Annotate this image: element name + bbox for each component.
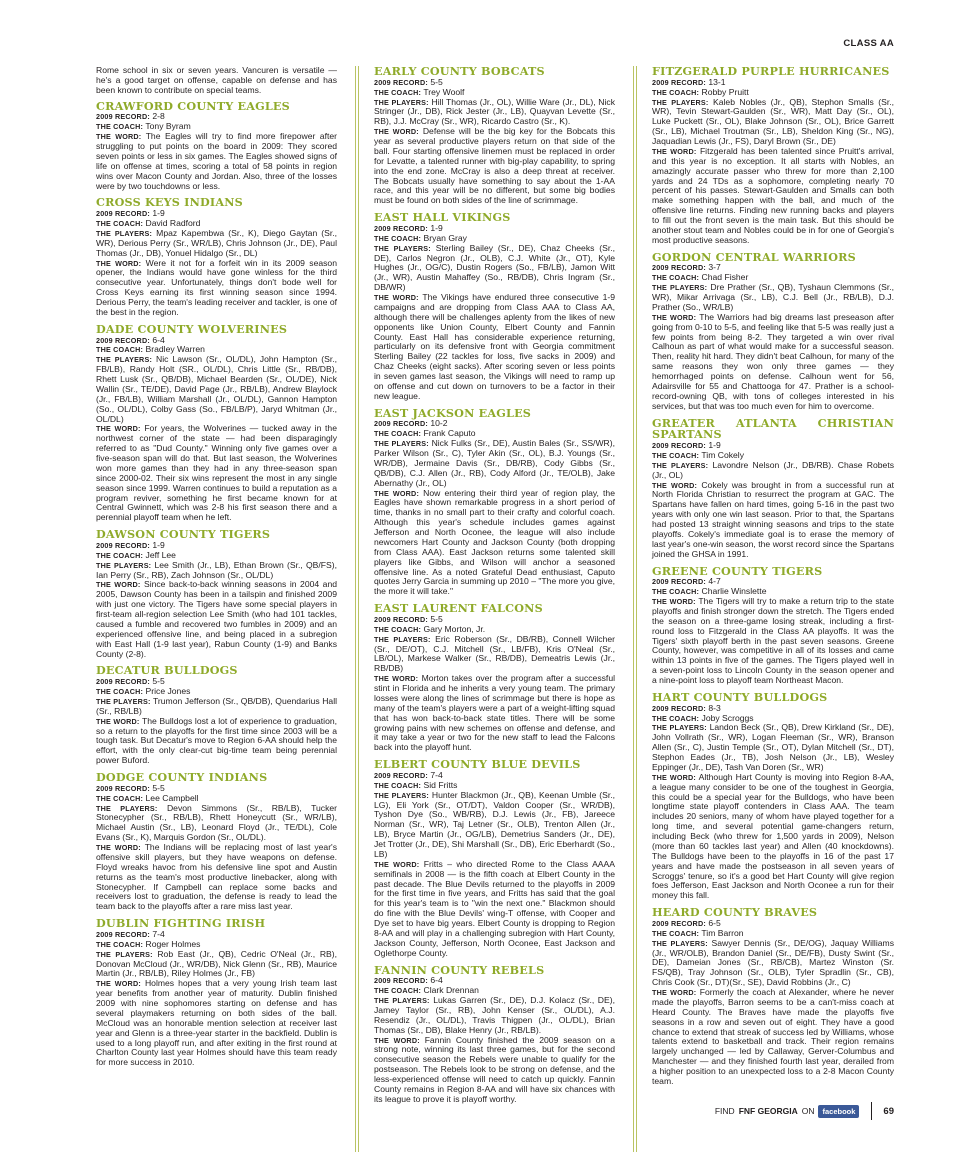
- record-line: [374, 224, 615, 234]
- players-line: [652, 461, 894, 481]
- team-entry: [374, 405, 616, 598]
- coach-value: Charlie Winslette: [701, 586, 767, 597]
- record-value: 5-5: [152, 676, 165, 687]
- record-value: 1-9: [152, 539, 165, 550]
- record-label: 2009 RECORD:: [96, 112, 150, 122]
- team-name: EAST HALL VIKINGS: [374, 210, 511, 225]
- word-value: Fitzgerald has been talented since Pruitt's arrival, and this year is no exception. It all starts with Nobles, an amazingly accurate passer who threw for more than 2,100 yards and 24 TDs as a sophomore, completing nearly 70 percent of his passes. Stewart-Gaulden and Smalls can both make something happen with the ball, and much of the offensive line returns. Finding new running backs and players to fill out the front seven is the main task. But this should be another stout team and Nobles could be in for one of Georgia's most productive seasons.: [652, 145, 895, 245]
- team-entry: [96, 665, 337, 766]
- players-value: Kaleb Nobles (Jr., QB), Stephon Smalls (Sr., WR), Tevin Stewart-Gaulden (Sr., WR), Matt Day (Sr., OL), Luke Puckett (Sr., OL), Blake Johnson (Sr., OL), Brice Garrett (Sr., LB), Michael Troutman (Sr., LB), Sheldon King (Sr., NG), Jaquadian Lewis (Jr., FS), Daryl Brown (Sr., DE): [652, 96, 895, 146]
- team-name: DUBLIN FIGHTING IRISH: [96, 916, 266, 931]
- intro-paragraph: Rome school in six or seven years. Vancuren is versatile — he's a good target on offense, capable on defense and has been known to contribute on special teams.: [96, 65, 337, 95]
- record-line: [652, 441, 894, 451]
- players-line: [96, 229, 337, 259]
- coach-label: THE COACH:: [96, 793, 144, 803]
- record-label: 2009 RECORD:: [652, 263, 706, 273]
- word-value: Since back-to-back winning seasons in 2004 and 2005, Dawson County has been in a tailspin and finished 2009 with just one victory. The Tigers have some special players in first-team all-region selection Lee Smith (who had 101 tackles, caused a fumble and recovered two fumbles in 2009) and an experienced offensive line, and being placed in a subregion with East Hall (1-9 last year), Rabun County (1-9) and Banks County (2-8).: [96, 579, 337, 659]
- coach-label: THE COACH:: [374, 233, 422, 243]
- coach-value: Jeff Lee: [145, 549, 176, 560]
- word-line: [374, 1036, 615, 1105]
- column-1: [96, 66, 337, 1074]
- team-entry: [96, 197, 337, 317]
- players-label: THE PLAYERS:: [96, 228, 153, 238]
- players-label: THE PLAYERS:: [374, 790, 429, 800]
- coach-label: THE COACH:: [652, 587, 700, 597]
- record-label: 2009 RECORD:: [374, 976, 428, 986]
- team-name: EAST LAURENT FALCONS: [374, 601, 543, 616]
- team-name: FITZGERALD PURPLE HURRICANES: [652, 64, 890, 78]
- word-label: THE WORD:: [96, 716, 140, 726]
- section-label: CLASS AA: [843, 38, 894, 49]
- coach-label: THE COACH:: [96, 219, 144, 228]
- players-label: THE PLAYERS:: [96, 803, 158, 813]
- word-value: The Tigers will try to make a return trip to the state playoffs and finish stronger down the stretch. The Tigers ended the season on a three-game losing streak, including a first-round loss to Fitzgerald in the Class AA playoffs. It was the Tigers' sixth playoff berth in the past seven seasons. Greene County, however, was competitive in all of its losses and came within 13 points in five of the games. The Tigers played well in a seven-point loss to Lincoln County in the season opener and a nine-point loss to playoff team Northeast Macon.: [652, 596, 895, 685]
- team-name: HEARD COUNTY BRAVES: [652, 905, 818, 920]
- word-label: THE WORD:: [652, 312, 697, 322]
- players-value: Nick Fulks (Sr., DE), Austin Bales (Sr., SS/WR), Parker Wilson (Sr., C), Tyler Akin (Sr., OL), B.J. Youngs (Sr., WR/DB), Jermaine Davis (Sr., DB/RB), Cody Gibbs (Sr., QB/DB), C.J. Allen (Jr., RB), Cody Alford (Jr., TE/OLB), Jake Abernathy (Jr., OL): [374, 438, 616, 488]
- record-value: 1-9: [152, 208, 165, 219]
- team-name: EAST JACKSON EAGLES: [374, 405, 532, 420]
- players-label: THE PLAYERS:: [96, 355, 153, 365]
- record-line: [96, 541, 337, 551]
- word-label: THE WORD:: [652, 597, 696, 606]
- record-label: 2009 RECORD:: [652, 703, 706, 713]
- word-line: [374, 489, 615, 598]
- coach-value: David Radford: [145, 218, 201, 228]
- players-label: THE PLAYERS:: [652, 460, 709, 470]
- footer-on: ON: [801, 1106, 815, 1116]
- team-entry: [652, 563, 895, 686]
- word-value: The Indians will be replacing most of last year's offensive skill players, but they have weapons on defense. Floyd wreaks havoc from his defensive line spot and Austin returns as the team's most productive linebacker, along with Stonecypher. If Campbell can replace some backs and receivers lost to graduation, the defense is ready to lead the team back to the playoffs after a rare miss last year.: [96, 842, 337, 912]
- page-footer: [715, 1101, 894, 1121]
- word-label: THE WORD:: [96, 132, 142, 142]
- record-label: 2009 RECORD:: [96, 677, 150, 687]
- coach-value: Tim Cokely: [701, 449, 745, 460]
- record-value: 3-7: [708, 262, 721, 273]
- word-label: THE WORD:: [374, 488, 420, 498]
- coach-label: THE COACH:: [374, 986, 422, 996]
- coach-value: Gary Morton, Jr.: [423, 623, 486, 634]
- word-label: THE WORD:: [652, 146, 697, 156]
- word-value: The Warriors had big dreams last preseason after going from 0-10 to 5-5, and feeling like that 5-5 was really just a few points from being 8-2. They targeted a win over rival Calhoun as part of what would make for a successful season. Then, reality hit hard. They didn't beat Calhoun, for many of the same reasons they won only three games — they hemorrhaged points on defense. Calhoun went for 56, Adairsville for 55 and Chattooga for 47. Prather is a school-record-owning QB, with tons of colleges interested in his services, but that was too much even for him to overcome.: [652, 311, 894, 411]
- players-value: Hill Thomas (Jr., OL), Willie Ware (Jr., DL), Nick Stringer (Jr., DB), Rick Jester (Jr., LB), Quayvan Levette (Sr., RB), J.J. McCray (Sr., WR), Ricardo Castro (Sr., K).: [374, 96, 616, 127]
- players-label: THE PLAYERS:: [652, 723, 707, 733]
- record-line: [374, 976, 615, 986]
- players-label: THE PLAYERS:: [96, 949, 153, 959]
- players-value: Lukas Garren (Sr., DE), D.J. Kolacz (Sr., DE), Jamey Taylor (Sr., RB), John Kenser (Sr., OL/DL), A.J. Resendiz (Jr., OL/DL), Travis Thigpen (Jr., OL/DL), Brian Thomas (Sr., DB), Blake Henry (Jr., RB/LB).: [374, 995, 615, 1035]
- word-line: [96, 979, 337, 1068]
- word-value: Cokely was brought in from a successful run at North Florida Christian to resurrect the program at GAC. The Spartans have fallen on hard times, going 5-16 in the past two years with only one win last season. Prior to that, the Spartans had posted 13 straight winning seasons and trips to the state playoffs. Cokely's immediate goal is to erase the memory of last year's one-win season, the worst record since the Spartans joined the GHSA in 1991.: [652, 479, 894, 559]
- word-line: [96, 580, 337, 659]
- coach-value: Robby Pruitt: [701, 86, 749, 97]
- record-line: [652, 78, 894, 88]
- word-line: [96, 132, 337, 191]
- word-line: [374, 293, 615, 402]
- record-label: 2009 RECORD:: [96, 540, 150, 550]
- team-entry: [374, 962, 615, 1105]
- record-line: [374, 615, 615, 625]
- word-value: For years, the Wolverines — tucked away in the northwest corner of the state — had been disparagingly referred to as "Dud County." Winning only five games over a five-season span will do that. But last season, the Wolverines won more games than they had in any three-season span since 2000-02. Their six wins represent the most in any single season since 1999. Warren continues to build a reputation as a program reviver, something he first became known for at Central Gwinnett, which was 2-8 his first season there and a perennial playoff team when he left.: [96, 423, 337, 523]
- word-label: THE WORD:: [96, 979, 141, 989]
- record-label: 2009 RECORD:: [652, 577, 706, 587]
- players-label: THE PLAYERS:: [652, 97, 709, 107]
- record-label: 2009 RECORD:: [652, 918, 706, 928]
- word-label: THE WORD:: [652, 772, 697, 782]
- record-line: [96, 209, 337, 219]
- word-value: Formerly the coach at Alexander, where he never made the playoffs, Barron seems to be a can't-miss coach at Heard County. The Braves have made the playoffs five seasons in a row and seven out of eight. They have a good chance to extend that streak of success led by Williams, whose talents extend to basketball and track. Their region remains largely unchanged — led by Callaway, Gerver-Columbus and Manchester — and they finished fourth last year, derailed from a higher position to an unexpected loss to a 2-8 Macon County team.: [652, 987, 894, 1086]
- players-label: THE PLAYERS:: [96, 696, 151, 706]
- word-value: Now entering their third year of region play, the Eagles have shown remarkable progress in a short period of time, thanks in no small part to their crafty and colorful coach. Although this year's schedule includes games against Jefferson and North Oconee, the league will also include newcomers Hart County and Jackson County (both dropping from Class AAA). East Jackson returns some talented skill players like Gibbs, and Wilson will anchor a seasoned offensive line. As a noted Grateful Dead enthusiast, Caputo quotes Jerry Garcia in summing up 2010 – "The more you give, the more it will take.": [374, 487, 615, 597]
- word-value: Fritts – who directed Rome to the Class AAAA semifinals in 2008 — is the fifth coach at Elbert County in the past decade. The Blue Devils returned to the playoffs in 2009 for the first time in five years, and Fritts has said that the goal for this year's team is to "win the next one." Blackmon should do fine with the Blue Devils' wing-T offense, with Cooper and Dye set to have big years. Elbert County is dropping to Region 8-AA and will play in a challenging subregion with Hart County, Jackson County, Jefferson, North Oconee, East Jackson and Oglethorpe County.: [374, 858, 615, 958]
- coach-label: THE COACH:: [374, 87, 422, 97]
- record-label: 2009 RECORD:: [652, 441, 706, 450]
- team-name: CRAWFORD COUNTY EAGLES: [96, 98, 290, 113]
- team-name: DECATUR BULLDOGS: [96, 663, 238, 678]
- word-line: [96, 424, 337, 523]
- word-line: [374, 860, 615, 959]
- record-value: 1-9: [708, 440, 721, 450]
- team-entry: [652, 415, 895, 560]
- players-line: [652, 283, 894, 313]
- record-value: 5-5: [430, 613, 443, 624]
- word-value: Although Hart County is moving into Region 8-AA, a league many consider to be one of the toughest in Georgia, this could be a special year for the Bulldogs, who have been longtime state playoff contenders in Class AAA. The team includes 20 seniors, many of whom have played together for a long time, and several potential game-changers return, including Beck (who threw for 1,500 yards in 2009), Nelson (more than 60 tackles last year) and Allen (40 knockdowns). The Bulldogs have been to the playoffs in 16 of the past 17 years and have made the postseason in all seven years of Scroggs' tenure, so it's a good bet Hart County will give region foes Jefferson, East Jackson and North Oconee a run for their money this fall.: [652, 771, 894, 901]
- record-value: 7-4: [152, 928, 165, 939]
- record-label: 2009 RECORD:: [374, 77, 428, 87]
- team-name: DADE COUNTY WOLVERINES: [96, 321, 288, 336]
- players-value: Rob East (Jr., QB), Cedric O'Neal (Jr., RB), Donovan McCloud (Jr., WR/DB), Nick Glenn (Sr., RB), Maurice Martin (Jr., RB/LB), Riley Holmes (Jr., FB): [96, 948, 338, 979]
- column-divider: [355, 66, 359, 1152]
- coach-label: THE COACH:: [96, 939, 144, 949]
- word-label: THE WORD:: [96, 580, 141, 590]
- record-line: [652, 704, 894, 714]
- record-label: 2009 RECORD:: [374, 419, 428, 429]
- coach-value: Tim Barron: [701, 927, 744, 938]
- coach-label: THE COACH:: [652, 87, 700, 97]
- team-entry: [374, 66, 615, 206]
- coach-label: THE COACH:: [652, 273, 700, 283]
- record-value: 6-4: [152, 334, 165, 345]
- team-entry: [96, 772, 337, 912]
- team-entry: [96, 529, 337, 659]
- players-line: [374, 439, 615, 488]
- record-line: [96, 677, 337, 687]
- players-value: Sawyer Dennis (Sr., DE/OG), Jaquay Williams (Jr., WR/OLB), Brandon Daniel (Sr., DE/FB), Dusty Swint (Sr., DE), Dameian Jones (Sr., RB/CB), Martez Winston (Sr. FS/QB), Tray Johnson (Sr., OLB), Tyler Spradlin (Sr., CB), Chris Cook (Sr., DT)(Sr., SE), David Robbins (Jr., C): [652, 937, 894, 988]
- footer-divider: [871, 1102, 872, 1120]
- players-value: Eric Roberson (Sr., DB/RB), Connell Wilcher (Sr., DE/OT), C.J. Mitchell (Sr., LB/FB), Kris O'Neal (Sr., LB/OL), Markese Walker (Sr., RB/DB), Demeatris Lewis (Jr., RB/DB): [374, 633, 615, 674]
- team-entry: [374, 603, 615, 753]
- record-value: 6-5: [708, 917, 721, 928]
- players-line: [96, 950, 337, 980]
- players-value: Devon Simmons (Sr., RB/LB), Tucker Stonecypher (Sr., RB/LB), Rhett Honeycutt (Sr., WR/LB), Michael Austin (Sr., LB), Leonard Floyd (Jr., TE/DL), Cole Evans (Sr., K), Marquis Gordon (Sr., OL/DL).: [96, 802, 338, 843]
- team-entry: [96, 98, 337, 192]
- coach-value: Chad Fisher: [701, 272, 749, 283]
- word-value: Defense will be the big key for the Bobcats this year as several productive players return on that side of the ball. Four starting offensive linemen must be replaced in order for Levatte, a talented runner with big-play capability, to spring into the end zone. McCray is also a deep threat at receiver. The Bobcats usually have something to say about the 1-AA race, and this year will be no different, but some big bodies must be found on both sides of the line of scrimmage.: [374, 126, 616, 206]
- footer-brand: FNF GEORGIA: [738, 1106, 798, 1116]
- coach-value: Sid Fritts: [423, 779, 458, 790]
- players-value: Mpaz Kapembwa (Sr., K), Diego Gaytan (Sr., WR), Derious Perry (Sr., WR/LB), Chris Johnson (Jr., DE), Paul Thomas (Jr., DB), Yonuel Hidalgo (Sr., DL): [96, 227, 338, 258]
- coach-label: THE COACH:: [96, 687, 144, 696]
- word-value: The Bulldogs lost a lot of experience to graduation, so a return to the playoffs for the first time since 2003 will be a tough task. But Decatur's move to Region 6-AA should help the effort, with the only clear-cut big-time team being perennial power Buford.: [96, 715, 338, 766]
- players-value: Hunter Blackmon (Jr., QB), Keenan Umble (Sr., LG), Eli York (Sr., OT/DT), Valdon Cooper (Sr., WR/DB), Tyshon Dye (So., WB/RB), D.J. Lewis (Jr., FB), Jareece Norman (Sr., WR), Taj Letner (Sr., OLB), Trenton Allen (Jr., LB), Bryce Martin (Jr., OG/LB), Demetrius Sanders (Jr., DE), Jet Trotter (Jr., DE), Shi Marshall (Sr., DB), Eric Eberhardt (So., LB): [374, 789, 616, 859]
- word-line: [374, 127, 615, 206]
- coach-value: Roger Holmes: [145, 938, 201, 949]
- coach-value: Frank Caputo: [423, 428, 476, 439]
- coach-value: Bradley Warren: [145, 344, 205, 355]
- team-name: GREENE COUNTY TIGERS: [652, 563, 823, 578]
- word-value: Fannin County finished the 2009 season on a strong note, winning its last three games, but for the second consecutive season the Rebels were unable to qualify for the postseason. The Rebels look to be strong on defense, and the less-experienced offense will need to catch up quickly. Fannin County remains in Region 8-AA and will have six chances with its league to prove it is playoff worthy.: [374, 1034, 615, 1104]
- coach-value: Bryan Gray: [423, 232, 467, 243]
- players-label: THE PLAYERS:: [374, 634, 431, 644]
- word-value: The Vikings have endured three consecutive 1-9 campaigns and are dropping from Class AAA to Class AA, although there will be challenges aplenty from the likes of new opponents like Union County, Elbert County and Fannin County. East Hall has considerable experience returning, particularly on its defensive front with Georgia commitment Sterling Bailey (22 tackles for loss, five sacks in 2009) and Chaz Cheeks (eight sacks). After scoring seven or less points in seven games last season, the Vikings will need to ramp up on offense and cut down on turnovers to be a factor in their new league.: [374, 292, 616, 401]
- word-value: Morton takes over the program after a successful stint in Florida and he inherits a very young team. The primary losses were along the lines of scrimmage but there is hope as many of the team's players were a part of a weight-lifting squad that has won back-to-back state titles. There will be some growing pains with new schemes on offense and defense, and it may take a year or two for the new staff to lead the Falcons back into the playoff hunt.: [374, 673, 616, 753]
- word-label: THE WORD:: [652, 988, 697, 997]
- team-entry: [652, 66, 894, 246]
- record-line: [374, 771, 615, 781]
- team-entry: [96, 918, 337, 1068]
- word-line: [96, 259, 337, 318]
- word-value: The Eagles will try to find more firepower after struggling to put points on the board in 2009: They scored seven points or less in six games. The Eagles showed signs of life on offense at times, scoring a total of 58 points in region wins over Macon County and Jordan. Also, three of the losses were by two touchdowns or less.: [96, 131, 337, 191]
- players-line: [96, 561, 337, 581]
- column-2: [374, 66, 615, 1111]
- players-label: THE PLAYERS:: [652, 938, 708, 948]
- players-value: Trumon Jefferson (Sr., QB/DB), Quendarius Hall (Sr., RB/LB): [96, 695, 338, 716]
- coach-label: THE COACH:: [652, 928, 700, 938]
- players-value: Lee Smith (Jr., LB), Ethan Brown (Sr., QB/FS), Ian Perry (Sr., RB), Zach Johnson (Sr., OL/DL): [96, 559, 337, 580]
- record-label: 2009 RECORD:: [96, 929, 150, 939]
- record-line: [374, 78, 615, 88]
- word-line: [652, 597, 894, 686]
- players-line: [96, 355, 337, 424]
- team-entry: [652, 249, 895, 412]
- team-name: CROSS KEYS INDIANS: [96, 195, 243, 210]
- word-label: THE WORD:: [96, 424, 141, 434]
- word-line: [652, 773, 894, 901]
- word-line: [652, 147, 894, 246]
- word-line: [652, 313, 894, 412]
- team-name: DAWSON COUNTY TIGERS: [96, 527, 271, 542]
- column-divider: [633, 66, 637, 1152]
- players-label: THE PLAYERS:: [374, 996, 430, 1005]
- word-label: THE WORD:: [374, 859, 420, 869]
- players-line: [652, 723, 894, 772]
- coach-label: THE COACH:: [96, 345, 144, 355]
- word-label: THE WORD:: [652, 480, 698, 490]
- team-name: EARLY COUNTY BOBCATS: [374, 64, 545, 78]
- team-entry: [652, 689, 895, 901]
- coach-value: Price Jones: [145, 686, 191, 696]
- players-value: Sterling Bailey (Sr., DE), Chaz Cheeks (Sr., DE), Carlos Negron (Jr., OLB), C.J. White (Jr., OT), Kyle Hughes (Jr., OG/C), Dustin Rogers (So., FB/LB), Jamon Witt (Jr., WR), Austin Mahaffey (So., RB/DB), Chris Ingram (Sr., DB/WR): [374, 242, 615, 293]
- record-label: 2009 RECORD:: [96, 209, 150, 219]
- players-value: Landon Beck (Sr., QB), Drew Kirkland (Sr., DE), John Vollrath (Sr., WR), Logan Fleeman (Sr., WR), Branson Allen (Sr., C), Justin Temple (Sr., OT), Dylan Mitchell (Sr., DT), Stephon Eades (Jr., TB), Josh Nelson (Jr., LB), Wesley Eppinger (Jr., DE), Tash Van Doren (Sr., WR): [652, 722, 895, 772]
- players-line: [374, 635, 615, 675]
- record-line: [96, 784, 337, 794]
- players-line: [652, 98, 894, 147]
- record-label: 2009 RECORD:: [96, 335, 150, 345]
- coach-value: Clark Drennan: [423, 985, 479, 996]
- team-name: HART COUNTY BULLDOGS: [652, 689, 828, 704]
- record-label: 2009 RECORD:: [652, 77, 706, 87]
- record-value: 5-5: [430, 76, 443, 87]
- word-label: THE WORD:: [374, 127, 419, 137]
- record-label: 2009 RECORD:: [374, 770, 428, 780]
- players-line: [652, 939, 894, 988]
- coach-label: THE COACH:: [96, 122, 144, 132]
- record-label: 2009 RECORD:: [374, 614, 428, 624]
- players-line: [96, 804, 337, 844]
- team-name: ELBERT COUNTY BLUE DEVILS: [374, 757, 581, 772]
- record-line: [374, 419, 615, 429]
- footer-find: FIND: [714, 1106, 735, 1116]
- word-line: [374, 674, 615, 753]
- word-value: Holmes hopes that a very young Irish team last year benefits from another year of maturity. Dublin finished 2009 with nine sophomores starting on defense and has several playmakers returning on both sides of the ball. McCloud was an honorable mention selection at receiver last year and Glenn is a three-year starter in the backfield. Dublin is used to a long playoff run, and after exiting in the first round at Charlton County last year Holmes should have this team ready for more success in 2010.: [96, 978, 337, 1068]
- team-entry: [652, 907, 894, 1087]
- players-line: [374, 244, 615, 293]
- team-name: FANNIN COUNTY REBELS: [374, 962, 545, 977]
- page-number: 69: [883, 1105, 894, 1117]
- coach-value: Joby Scroggs: [701, 712, 754, 723]
- players-line: [374, 996, 615, 1036]
- word-label: THE WORD:: [374, 293, 419, 302]
- players-line: [374, 98, 615, 128]
- record-value: 8-3: [708, 702, 721, 713]
- record-label: 2009 RECORD:: [96, 783, 150, 793]
- record-value: 7-4: [430, 769, 443, 780]
- word-line: [96, 717, 337, 766]
- players-line: [374, 791, 615, 860]
- word-value: Were it not for a forfeit win in its 2009 season opener, the Indians would have gone winless for the third consecutive year. Unfortunately, things don't bode well for Cross Keys earning its first winning season since 1994. Derious Perry, the team's leading receiver and tackler, is one of the best in the region.: [96, 257, 337, 317]
- players-value: Nic Lawson (Sr., OL/DL), John Hampton (Sr., FB/LB), Randy Holt (SR., OL/DL), Chris Little (Sr., RB/DB), Rhett Lusk (Sr., QB/DB), Michael Bearden (Sr., OL/DE), Nick Wallin (Sr., TE/DE), David Page (Jr., RB/LB), Andrew Blaylock (Jr., FB/LB), William Marshall (Jr., OL/DL), Gannon Hampton (So., OL/DL), Colby Gass (So., FB/LB/P), Jaryd Whitman (Jr., OL/DL): [96, 354, 338, 424]
- word-label: THE WORD:: [96, 258, 142, 268]
- coach-value: Trey Woolf: [423, 86, 465, 97]
- players-label: THE PLAYERS:: [96, 560, 152, 570]
- players-value: Dre Prather (Sr., QB), Tyshaun Clemmons (Sr., WR), Mikar Arrivaga (Sr., LB), C.J. Bell (Jr., RB/LB), D.J. Prather (So., WR/LB): [652, 282, 895, 312]
- record-value: 4-7: [708, 576, 721, 587]
- word-label: THE WORD:: [96, 843, 141, 852]
- word-line: [652, 481, 894, 560]
- record-line: [96, 112, 337, 122]
- record-label: 2009 RECORD:: [374, 223, 428, 233]
- players-value: Lavondre Nelson (Jr., DB/RB). Chase Robets (Jr., OL): [652, 459, 895, 480]
- players-label: THE PLAYERS:: [374, 243, 431, 253]
- players-label: THE PLAYERS:: [652, 283, 708, 293]
- coach-label: THE COACH:: [374, 429, 422, 439]
- facebook-logo-icon[interactable]: facebook: [818, 1105, 859, 1118]
- team-entry: [96, 321, 338, 523]
- record-value: 13-1: [708, 76, 726, 87]
- record-value: 5-5: [152, 782, 165, 793]
- word-line: [96, 843, 337, 912]
- record-line: [652, 577, 894, 587]
- coach-value: Tony Byram: [145, 121, 191, 132]
- coach-label: THE COACH:: [374, 780, 422, 790]
- column-3: [652, 66, 894, 1093]
- word-line: [652, 988, 894, 1087]
- coach-label: THE COACH:: [96, 550, 144, 560]
- word-label: THE WORD:: [374, 674, 419, 684]
- record-value: 1-9: [430, 222, 443, 233]
- coach-label: THE COACH:: [652, 713, 700, 723]
- record-value: 2-8: [152, 111, 165, 122]
- record-line: [652, 919, 894, 929]
- team-name: GREATER ATLANTA CHRISTIAN SPARTANS: [652, 415, 894, 442]
- word-label: THE WORD:: [374, 1035, 420, 1045]
- players-line: [96, 697, 337, 717]
- record-value: 10-2: [430, 418, 448, 429]
- record-line: [652, 263, 894, 273]
- coach-label: THE COACH:: [652, 450, 700, 460]
- coach-value: Lee Campbell: [145, 792, 199, 803]
- record-line: [96, 930, 337, 940]
- team-entry: [374, 759, 615, 958]
- players-label: THE PLAYERS:: [374, 97, 429, 107]
- team-name: DODGE COUNTY INDIANS: [96, 770, 268, 784]
- record-line: [96, 336, 337, 346]
- team-entry: [374, 212, 615, 402]
- players-label: THE PLAYERS:: [374, 439, 429, 449]
- team-name: GORDON CENTRAL WARRIORS: [652, 249, 856, 264]
- record-value: 6-4: [430, 975, 443, 986]
- coach-label: THE COACH:: [374, 624, 422, 634]
